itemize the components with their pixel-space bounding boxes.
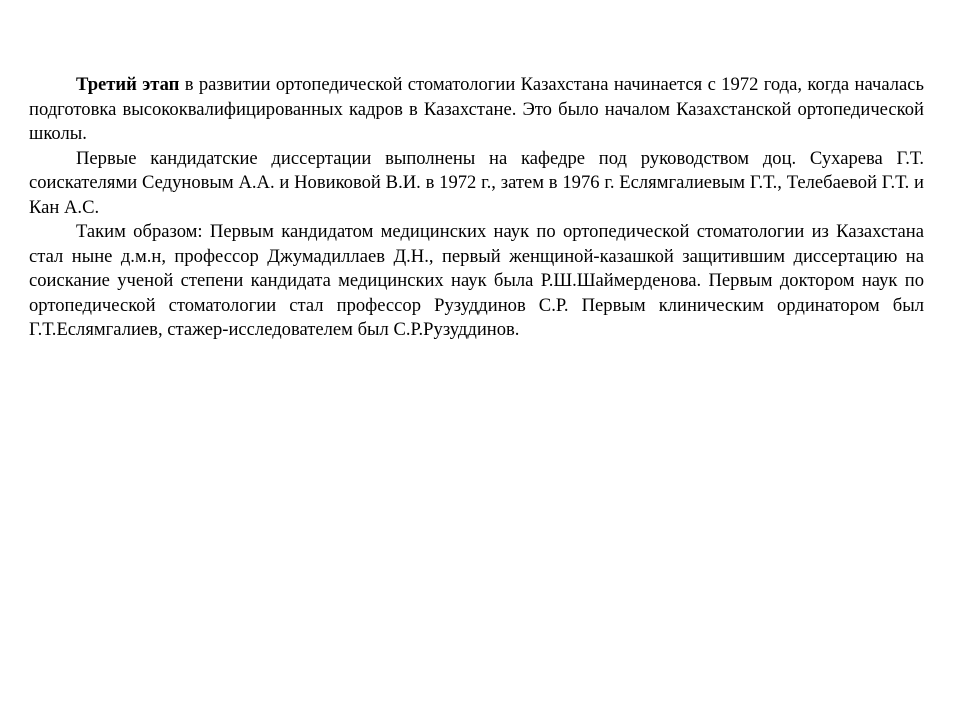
body-text (29, 73, 924, 343)
paragraph-text: Таким образом: Первым кандидатом медицинских наук по ортопедической стоматологии из Казахстана стал ныне д.м.н, профессор Джумадиллаев Д.Н., первый женщиной-казашкой защитившим диссертацию на соискание ученой степени кандидата медицинских наук была Р.Ш.Шаймерденова. Первым доктором наук по ортопедической стоматологии стал профессор Рузуддинов С.Р. Первым клиническим ординатором был Г.Т.Еслямгалиев, стажер-исследователем был С.Р.Рузуддинов. (29, 221, 924, 340)
paragraph-third-stage (29, 73, 924, 147)
paragraph-text: в развитии ортопедической стоматологии Казахстана начинается с 1972 года, когда началась подготовка высококвалифицированных кадров в Казахстане. Это было началом Казахстанской ортопедической школы. (29, 74, 925, 144)
paragraph-conclusion (29, 220, 924, 343)
paragraph-lead-bold: Третий этап (76, 74, 180, 95)
paragraph-first-dissertations (29, 147, 924, 221)
paragraph-text: Первые кандидатские диссертации выполнены на кафедре под руководством доц. Сухарева Г.Т. соискателями Седуновым А.А. и Новиковой В.И. в 1972 г., затем в 1976 г. Еслямгалиевым Г.Т., Телебаевой Г.Т. и Кан А.С. (29, 147, 924, 218)
